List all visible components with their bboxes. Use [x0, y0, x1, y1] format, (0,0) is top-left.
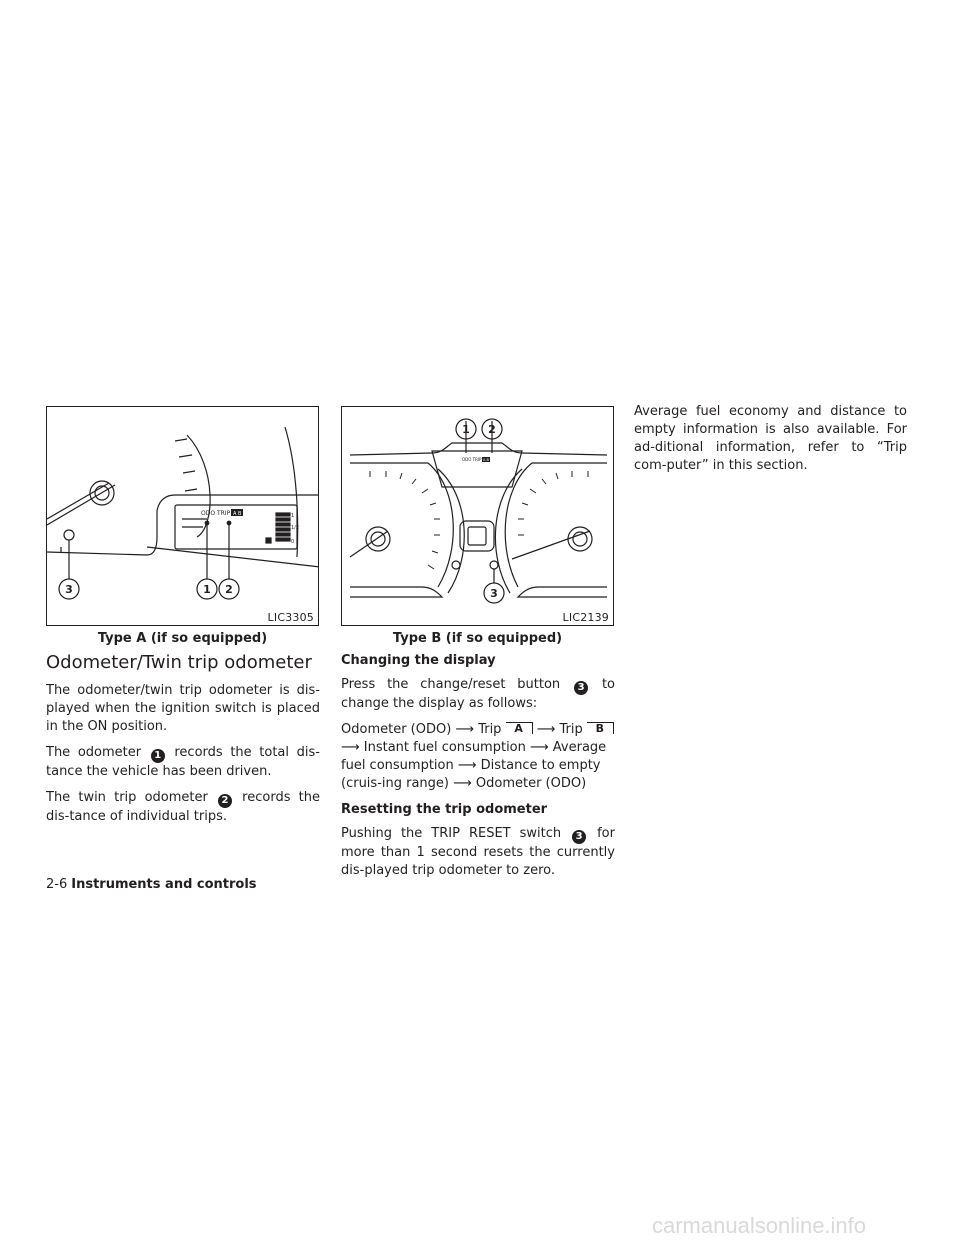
figure-a-caption: Type A (if so equipped): [97, 631, 268, 646]
callout-2-a: [219, 579, 239, 599]
paragraph: Average fuel economy and distance to empty information is also available. For ad-ditional information, refer to “Trip com-puter” in this section.: [634, 404, 907, 473]
svg-text:2: 2: [488, 423, 496, 436]
page-number: 2-6: [46, 877, 68, 892]
trip-a-icon: A: [506, 722, 533, 734]
callout-1-a: [197, 579, 217, 599]
cluster-type-a-illustration: [47, 407, 319, 626]
section-heading: Odometer/Twin trip odometer: [46, 652, 312, 673]
paragraph: Press the change/reset button 3 to change the display as follows:: [341, 677, 615, 711]
paragraph-sequence: Odometer (ODO) ⟶ Trip A ⟶ Trip B ⟶ Instant fuel consumption ⟶ Average fuel consumption ⟶ Distance to empty (cruis-ing range) ⟶ Odometer (ODO): [341, 721, 615, 793]
callout-number-icon: 1: [151, 749, 165, 763]
svg-text:1: 1: [462, 423, 470, 436]
figure-b-code: LIC2139: [562, 611, 609, 624]
figure-a-display-text: ODO TRIP: [201, 510, 231, 517]
figure-b-display-ab: A B: [483, 458, 489, 462]
figure-a-code: LIC3305: [267, 611, 314, 624]
callout-3-a: [59, 579, 79, 599]
svg-text:1: 1: [291, 513, 295, 519]
svg-text:3: 3: [65, 583, 73, 596]
callout-3-b: [484, 583, 504, 603]
column-2: [341, 652, 615, 888]
paragraph: The odometer 1 records the total dis-tance the vehicle has been driven.: [46, 745, 320, 779]
figure-type-b: [341, 406, 614, 626]
callout-number-icon: 2: [218, 794, 232, 808]
cluster-type-b-illustration: [342, 407, 614, 626]
trip-b-icon: B: [587, 722, 614, 734]
figure-b-caption: Type B (if so equipped): [392, 631, 563, 646]
column-3: [634, 403, 907, 483]
paragraph: The twin trip odometer 2 records the dis-tance of individual trips.: [46, 790, 320, 824]
svg-text:1/2: 1/2: [291, 525, 300, 531]
svg-text:3: 3: [490, 587, 498, 600]
subheading-resetting: Resetting the trip odometer: [341, 802, 548, 817]
figure-b-display-text: ODO TRIP: [462, 457, 482, 462]
chapter-title: Instruments and controls: [71, 877, 257, 892]
watermark: carmanualsonline.info: [652, 1213, 867, 1238]
callout-number-icon: 3: [572, 830, 586, 844]
page-footer: [46, 877, 257, 892]
paragraph: Pushing the TRIP RESET switch 3 for more than 1 second resets the currently dis-played trip odometer to zero.: [341, 826, 615, 878]
column-1: [46, 652, 320, 834]
callout-number-icon: 3: [574, 681, 588, 695]
svg-text:1: 1: [203, 583, 211, 596]
svg-text:0: 0: [291, 539, 295, 545]
svg-text:2: 2: [225, 583, 233, 596]
figure-a-display-ab: A B: [233, 511, 242, 517]
paragraph: The odometer/twin trip odometer is dis-played when the ignition switch is placed in the ON position.: [46, 683, 320, 734]
subheading-changing-display: Changing the display: [341, 653, 496, 668]
figure-type-a: [46, 406, 319, 626]
